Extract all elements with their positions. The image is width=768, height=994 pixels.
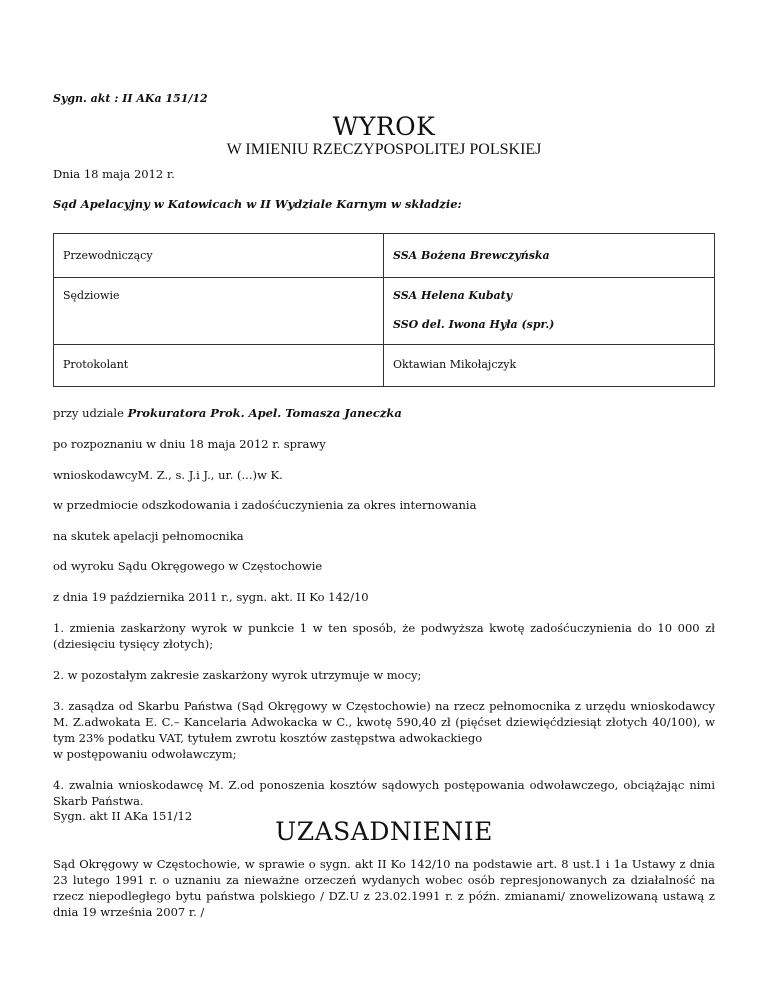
judge-name: SSO del. Iwona Hyła (spr.) bbox=[393, 318, 555, 331]
ruling-point-4: 4. zwalnia wnioskodawcę M. Z.od ponoszenia kosztów sądowych postępowania odwoławczego, obciążając nimi Skarb Państwa. bbox=[53, 778, 715, 808]
body-line: od wyroku Sądu Okręgowego w Częstochowie bbox=[53, 559, 323, 573]
body-line: na skutek apelacji pełnomocnika bbox=[53, 529, 244, 543]
presiding-label: Przewodniczący bbox=[63, 249, 153, 262]
body-line: wnioskodawcyM. Z., s. J.i J., ur. (...)w K. bbox=[53, 468, 283, 482]
case-signature: Sygn. akt : II AKa 151/12 bbox=[53, 92, 208, 105]
table-divider bbox=[383, 234, 384, 386]
ruling-point-2: 2. w pozostałym zakresie zaskarżony wyrok utrzymuje w mocy; bbox=[53, 668, 422, 682]
justification-signature: Sygn. akt II AKa 151/12 bbox=[53, 809, 193, 823]
clerk-name: Oktawian Mikołajczyk bbox=[393, 358, 517, 371]
prosecutor-line bbox=[53, 405, 715, 421]
prosecutor-prefix: przy udziale bbox=[53, 406, 128, 420]
prosecutor-name: Prokuratora Prok. Apel. Tomasza Janeczka bbox=[127, 406, 402, 420]
body-line: w przedmiocie odszkodowania i zadośćuczynienia za okres internowania bbox=[53, 498, 477, 512]
body-line: z dnia 19 października 2011 r., sygn. akt. II Ko 142/10 bbox=[53, 590, 369, 604]
clerk-label: Protokolant bbox=[63, 358, 129, 371]
judgment-title: WYROK bbox=[332, 112, 436, 141]
table-divider bbox=[54, 277, 714, 278]
court-composition-heading: Sąd Apelacyjny w Katowicach w II Wydziale Karnym w składzie: bbox=[53, 197, 462, 211]
judge-name: SSA Helena Kubaty bbox=[393, 289, 513, 302]
ruling-point-1: 1. zmienia zaskarżony wyrok w punkcie 1 w ten sposób, że podwyższa kwotę zadośćuczynienia do 10 000 zł (dziesięciu tysięcy złotych); bbox=[53, 621, 715, 651]
judgment-subtitle: W IMIENIU RZECZYPOSPOLITEJ POLSKIEJ bbox=[226, 141, 542, 158]
body-line: po rozpoznaniu w dniu 18 maja 2012 r. sprawy bbox=[53, 437, 326, 451]
composition-table bbox=[53, 233, 715, 387]
presiding-judge-name: SSA Bożena Brewczyńska bbox=[393, 249, 550, 262]
ruling-point-3: 3. zasądza od Skarbu Państwa (Sąd Okręgowy w Częstochowie) na rzecz pełnomocnika z urzędu wnioskodawcy M. Z.adwokata E. C.– Kancelaria Adwokacka w C., kwotę 590,40 zł (pięćset dziewięćdziesiąt złotych 40/100), w tym 23% podatku VAT, tytułem zwrotu kosztów zastępstwa adwokackiego bbox=[53, 699, 715, 745]
ruling-point-3-continuation: w postępowaniu odwoławczym; bbox=[53, 747, 237, 761]
justification-text: Sąd Okręgowy w Częstochowie, w sprawie o sygn. akt II Ko 142/10 na podstawie art. 8 ust.1 i 1a Ustawy z dnia 23 lutego 1991 r. o uznaniu za nieważne orzeczeń wydanych wobec osób represjonowanych za działalność na rzecz niepodległego bytu państwa polskiego / DZ.U z 23.02.1991 r. z późn. zmianami/ znowelizowaną ustawą z dnia 19 września 2007 r. / bbox=[53, 857, 715, 919]
judges-label: Sędziowie bbox=[63, 289, 120, 302]
judgment-date: Dnia 18 maja 2012 r. bbox=[53, 167, 175, 181]
table-divider bbox=[54, 344, 714, 345]
justification-title: UZASADNIENIE bbox=[275, 817, 493, 846]
